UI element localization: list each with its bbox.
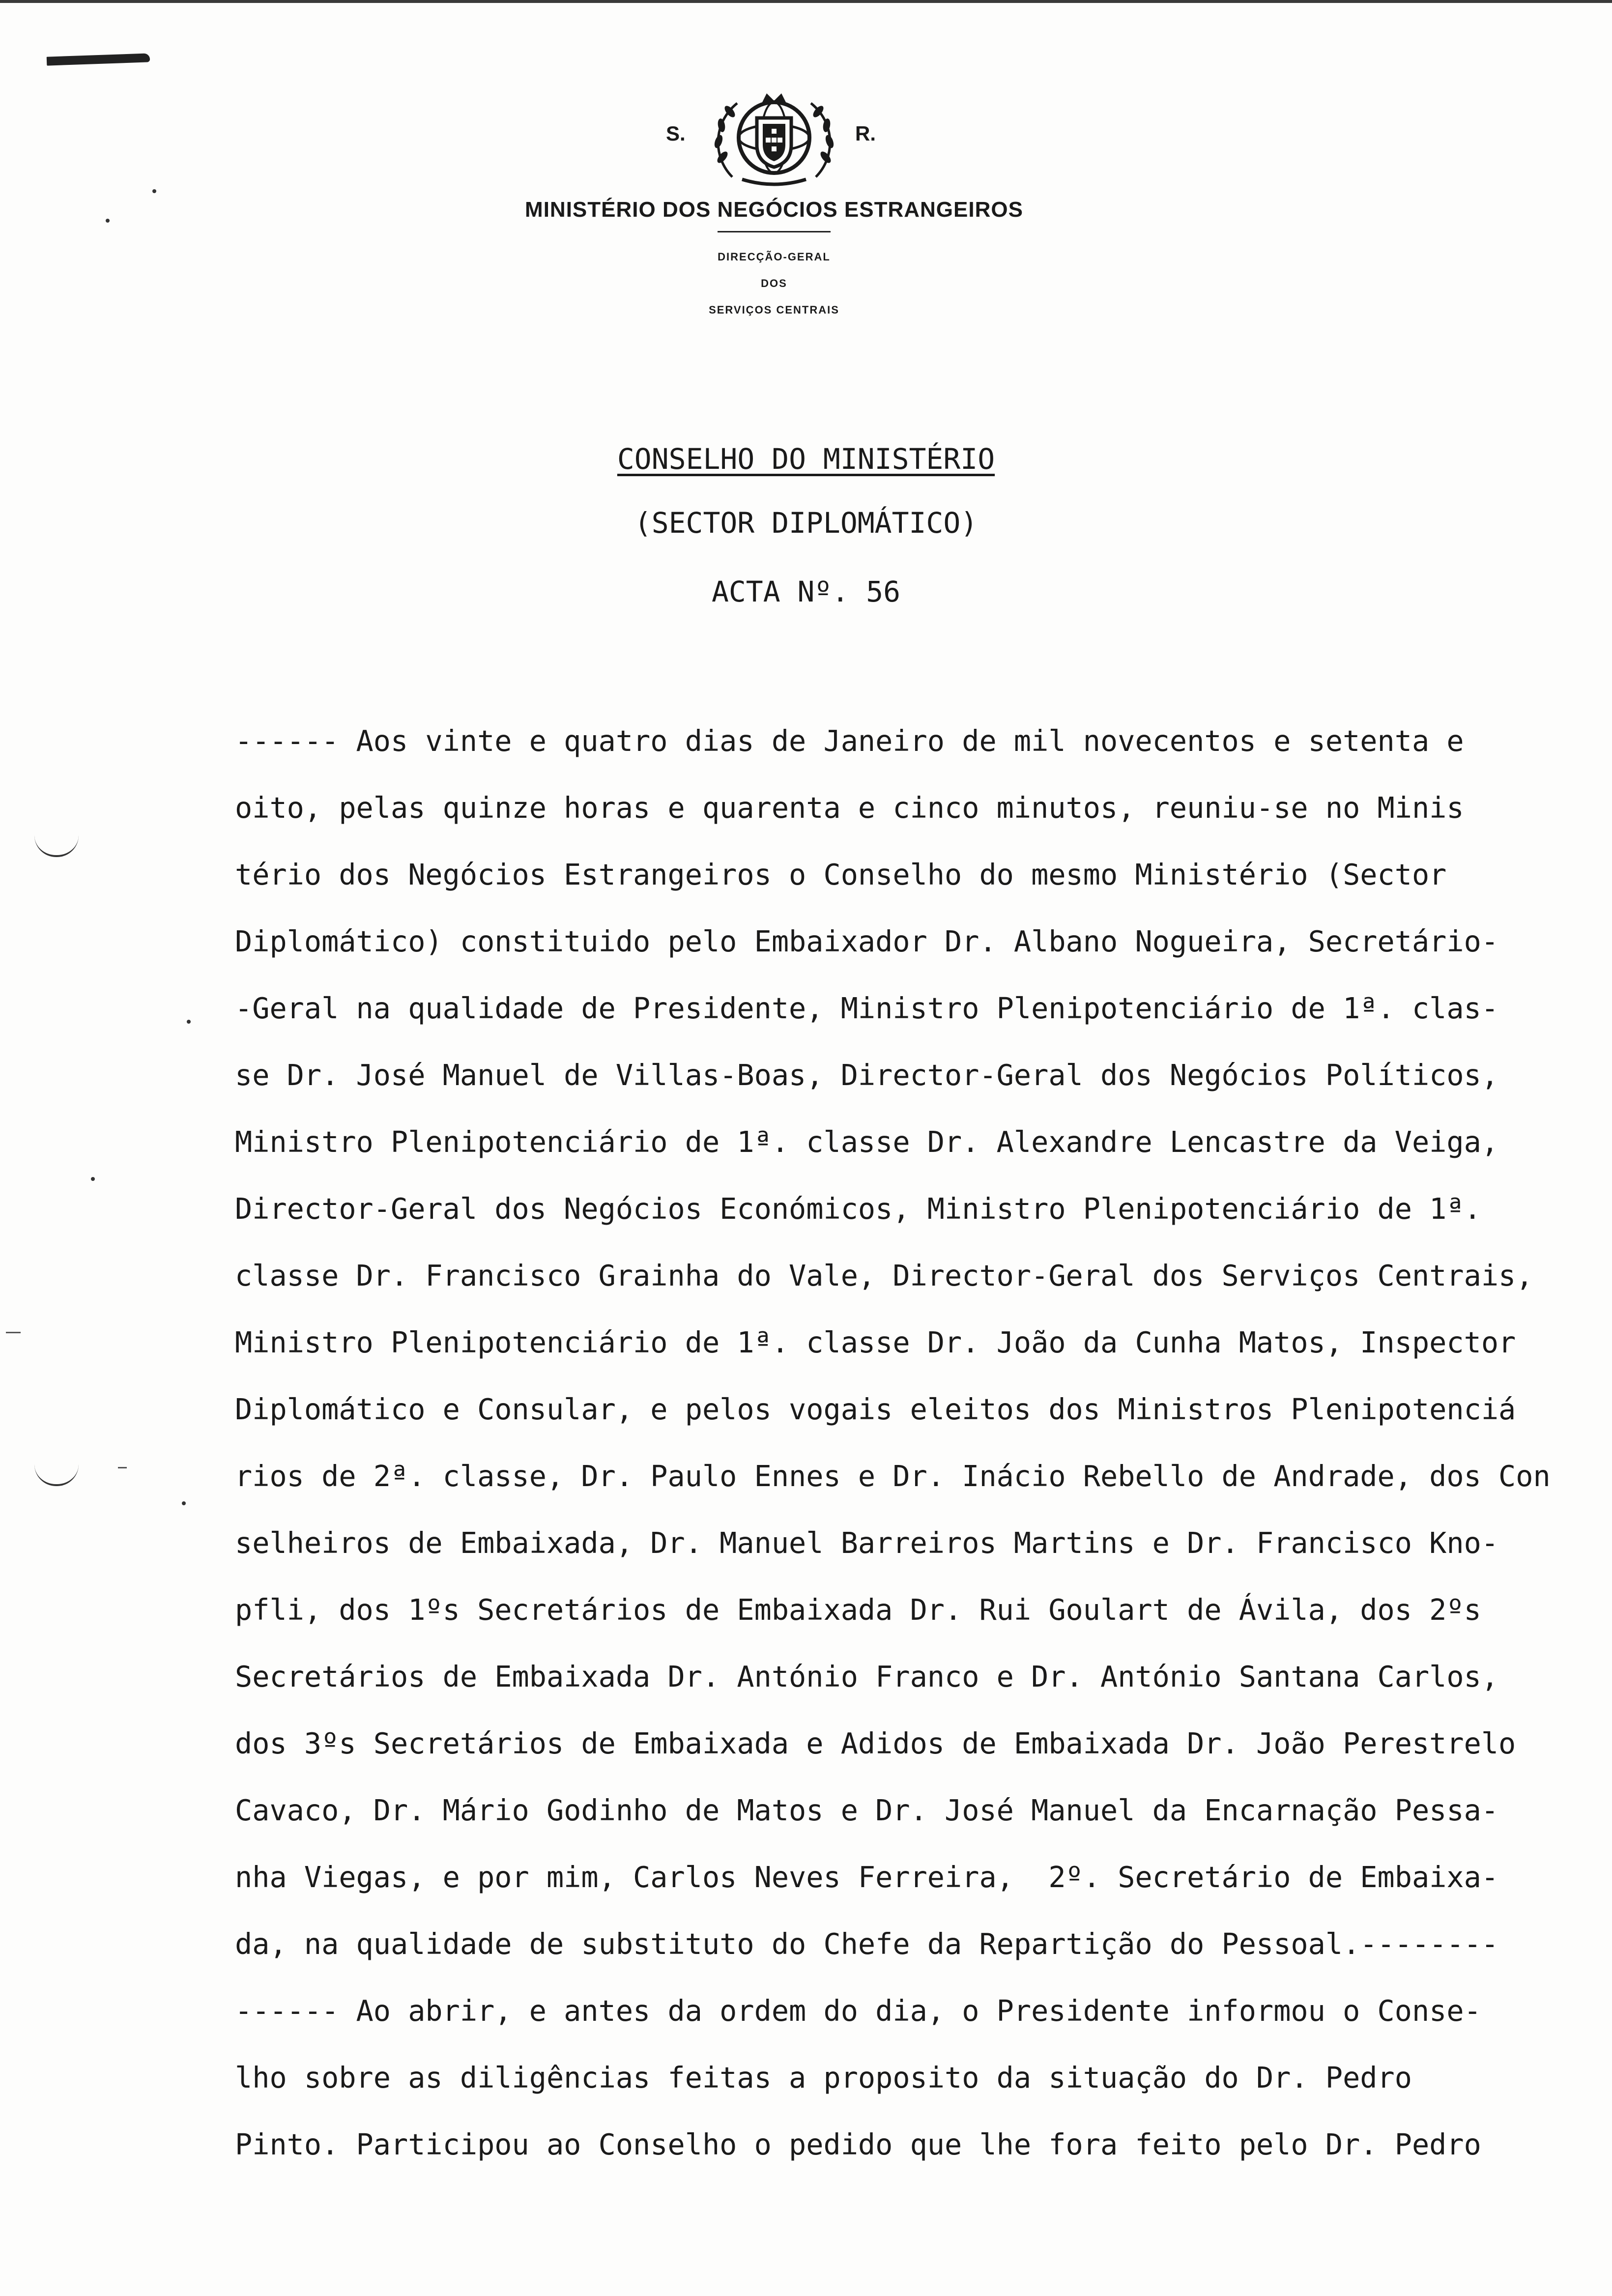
body-line: Pinto. Participou ao Conselho o pedido que lhe fora feito pelo Dr. Pedro (235, 2128, 1481, 2161)
margin-punch-mark (34, 835, 79, 857)
body-line: Cavaco, Dr. Mário Godinho de Matos e Dr. José Manuel da Encarnação Pessa- (235, 1794, 1499, 1827)
body-line: pfli, dos 1ºs Secretários de Embaixada Dr. Rui Goulart de Ávila, dos 2ºs (235, 1593, 1481, 1627)
sector-title: (SECTOR DIPLOMÁTICO) (634, 506, 978, 540)
body-line: ------ Aos vinte e quatro dias de Janeiro de mil novecentos e setenta e (235, 724, 1464, 758)
speck (91, 1177, 95, 1181)
directorate-line-1: DIRECÇÃO-GERAL (718, 251, 831, 263)
directorate-line-3: SERVIÇOS CENTRAIS (709, 304, 839, 316)
body-line: Diplomático e Consular, e pelos vogais eleitos dos Ministros Plenipotenciá (235, 1393, 1516, 1426)
body-line: se Dr. José Manuel de Villas-Boas, Director-Geral dos Negócios Políticos, (235, 1059, 1499, 1092)
ink-mark (47, 53, 150, 65)
crest-letter-left: S. (666, 122, 686, 145)
body-line: classe Dr. Francisco Grainha do Vale, Director-Geral dos Serviços Centrais, (235, 1259, 1533, 1292)
body-line: -Geral na qualidade de Presidente, Ministro Plenipotenciário de 1ª. clas- (235, 992, 1499, 1025)
margin-dash (118, 1467, 127, 1468)
speck (182, 1501, 186, 1505)
speck (152, 189, 156, 193)
margin-punch-mark (34, 1464, 79, 1486)
body-line: Ministro Plenipotenciário de 1ª. classe Dr. João da Cunha Matos, Inspector (235, 1326, 1516, 1359)
ministry-name: MINISTÉRIO DOS NEGÓCIOS ESTRANGEIROS (525, 198, 1023, 222)
speck (187, 1020, 191, 1024)
speck (106, 219, 110, 223)
crest-letter-right: R. (855, 122, 876, 145)
body-line: da, na qualidade de substituto do Chefe da Repartição do Pessoal.-------- (235, 1927, 1499, 1961)
body-line: nha Viegas, e por mim, Carlos Neves Ferreira, 2º. Secretário de Embaixa- (235, 1861, 1499, 1894)
ministry-rule (718, 231, 831, 232)
body-line: lho sobre as diligências feitas a proposito da situação do Dr. Pedro (235, 2061, 1412, 2095)
acta-number: ACTA Nº. 56 (711, 575, 901, 608)
margin-dash (6, 1332, 21, 1333)
body-line: rios de 2ª. classe, Dr. Paulo Ennes e Dr. Inácio Rebello de Andrade, dos Con (235, 1460, 1551, 1493)
directorate-line-2: DOS (761, 277, 787, 289)
body-line: dos 3ºs Secretários de Embaixada e Adidos de Embaixada Dr. João Perestrelo (235, 1727, 1516, 1760)
body-line: Ministro Plenipotenciário de 1ª. classe Dr. Alexandre Lencastre da Veiga, (235, 1125, 1499, 1159)
body-line: ------ Ao abrir, e antes da ordem do dia, o Presidente informou o Conse- (235, 1994, 1481, 2028)
letterhead (472, 84, 1076, 339)
body-line: tério dos Negócios Estrangeiros o Conselho do mesmo Ministério (Sector (235, 858, 1447, 891)
body-line: Director-Geral dos Negócios Económicos, Ministro Plenipotenciário de 1ª. (235, 1192, 1481, 1226)
coat-of-arms-icon (703, 84, 845, 192)
crest-row (472, 84, 1076, 197)
body-line: Diplomático) constituido pelo Embaixador Dr. Albano Nogueira, Secretário- (235, 925, 1499, 958)
body-line: selheiros de Embaixada, Dr. Manuel Barreiros Martins e Dr. Francisco Kno- (235, 1526, 1499, 1560)
body-line: Secretários de Embaixada Dr. António Franco e Dr. António Santana Carlos, (235, 1660, 1499, 1693)
body-line: oito, pelas quinze horas e quarenta e cinco minutos, reuniu-se no Minis (235, 791, 1464, 825)
minutes-body (235, 708, 1591, 2178)
top-edge-rule (0, 0, 1612, 3)
council-title: CONSELHO DO MINISTÉRIO (617, 442, 995, 476)
